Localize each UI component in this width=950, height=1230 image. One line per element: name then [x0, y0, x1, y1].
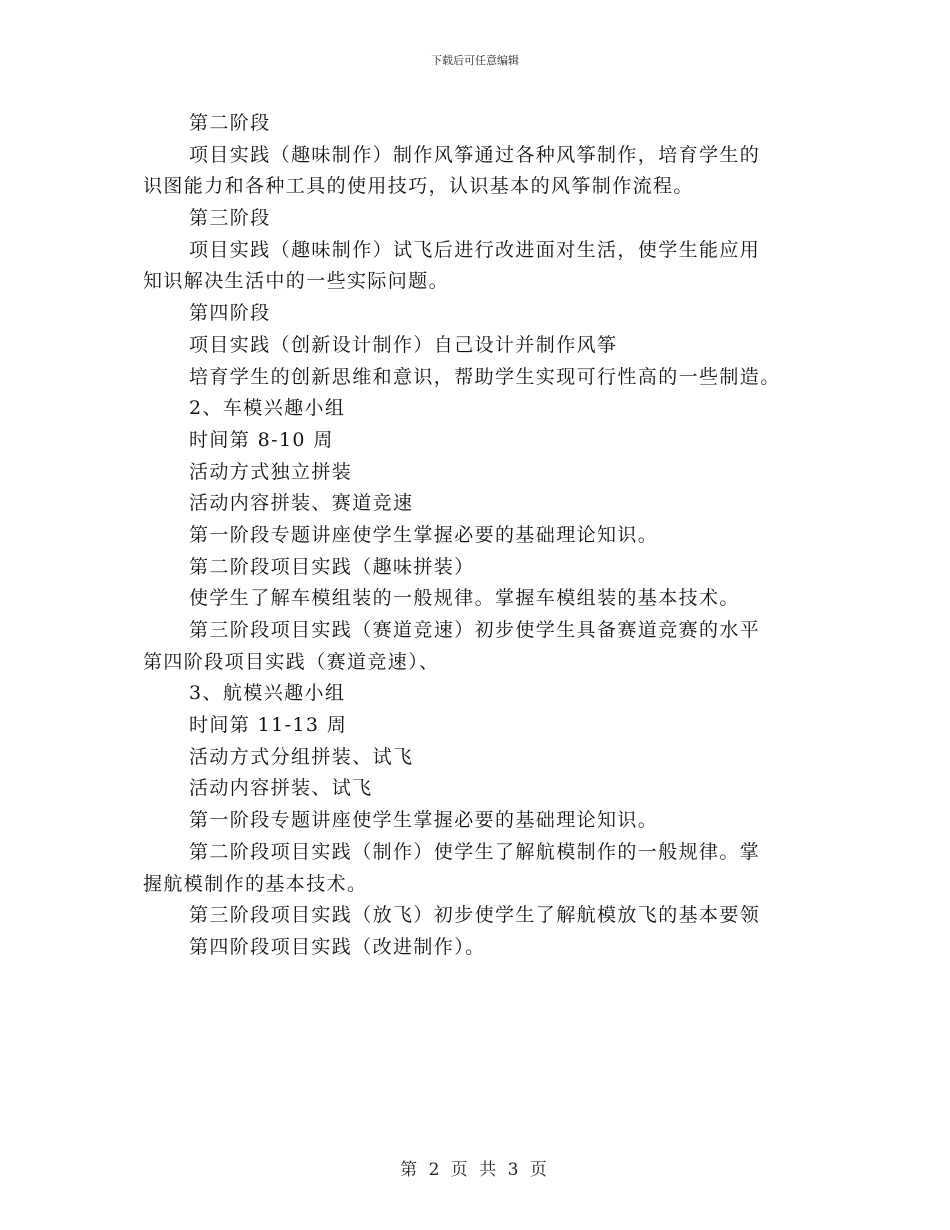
- text-line: 第三阶段项目实践（赛道竞速）初步使学生具备赛道竞赛的水平: [189, 619, 761, 641]
- text-line: 时间第 8-10 周: [189, 428, 334, 451]
- text-line: 第四阶段项目实践（改进制作）。: [189, 935, 486, 958]
- text-line: 第三阶段: [189, 207, 271, 230]
- text-line: 使学生了解车模组装的一般规律。掌握车模组装的基本技术。: [189, 587, 740, 610]
- text-line: 活动内容拼装、试飞: [189, 777, 373, 800]
- text-line: 项目实践（创新设计制作）自己设计并制作风筝: [189, 333, 618, 356]
- text-line: 活动方式分组拼装、试飞: [189, 745, 414, 768]
- text-line: 第二阶段: [189, 112, 271, 134]
- text-line: 活动内容拼装、赛道竞速: [189, 492, 414, 515]
- page-header: 下载后可任意编辑: [431, 54, 519, 67]
- text-line: 第四阶段: [189, 302, 271, 325]
- text-line: 识图能力和各种工具的使用技巧，认识基本的风筝制作流程。: [143, 175, 694, 198]
- text-line: 第三阶段项目实践（放飞）初步使学生了解航模放飞的基本要领: [189, 904, 761, 927]
- text-line: 项目实践（趣味制作）试飞后进行改进面对生活，使学生能应用: [189, 238, 761, 261]
- text-line: 第二阶段项目实践（制作）使学生了解航模制作的一般规律。掌: [189, 840, 761, 863]
- text-line: 第四阶段项目实践（赛道竞速）、: [143, 650, 440, 673]
- text-line: 知识解决生活中的一些实际问题。: [143, 270, 450, 293]
- text-line: 握航模制作的基本技术。: [143, 872, 368, 895]
- text-line: 培育学生的创新思维和意识，帮助学生实现可行性高的一些制造。: [189, 365, 781, 388]
- text-line: 2、车模兴趣小组: [189, 397, 346, 420]
- text-line: 时间第 11-13 周: [189, 714, 348, 737]
- text-line: 第一阶段专题讲座使学生掌握必要的基础理论知识。: [189, 809, 659, 832]
- text-line: 第一阶段专题讲座使学生掌握必要的基础理论知识。: [189, 523, 659, 546]
- text-line: 项目实践（趣味制作）制作风筝通过各种风筝制作，培育学生的: [189, 143, 761, 166]
- text-line: 活动方式独立拼装: [189, 460, 353, 483]
- text-line: 第二阶段项目实践（趣味拼装）: [189, 555, 475, 578]
- page-number-footer: 第 2 页 共 3 页: [400, 1160, 550, 1180]
- document-body: [143, 108, 803, 964]
- text-line: 3、航模兴趣小组: [189, 682, 346, 705]
